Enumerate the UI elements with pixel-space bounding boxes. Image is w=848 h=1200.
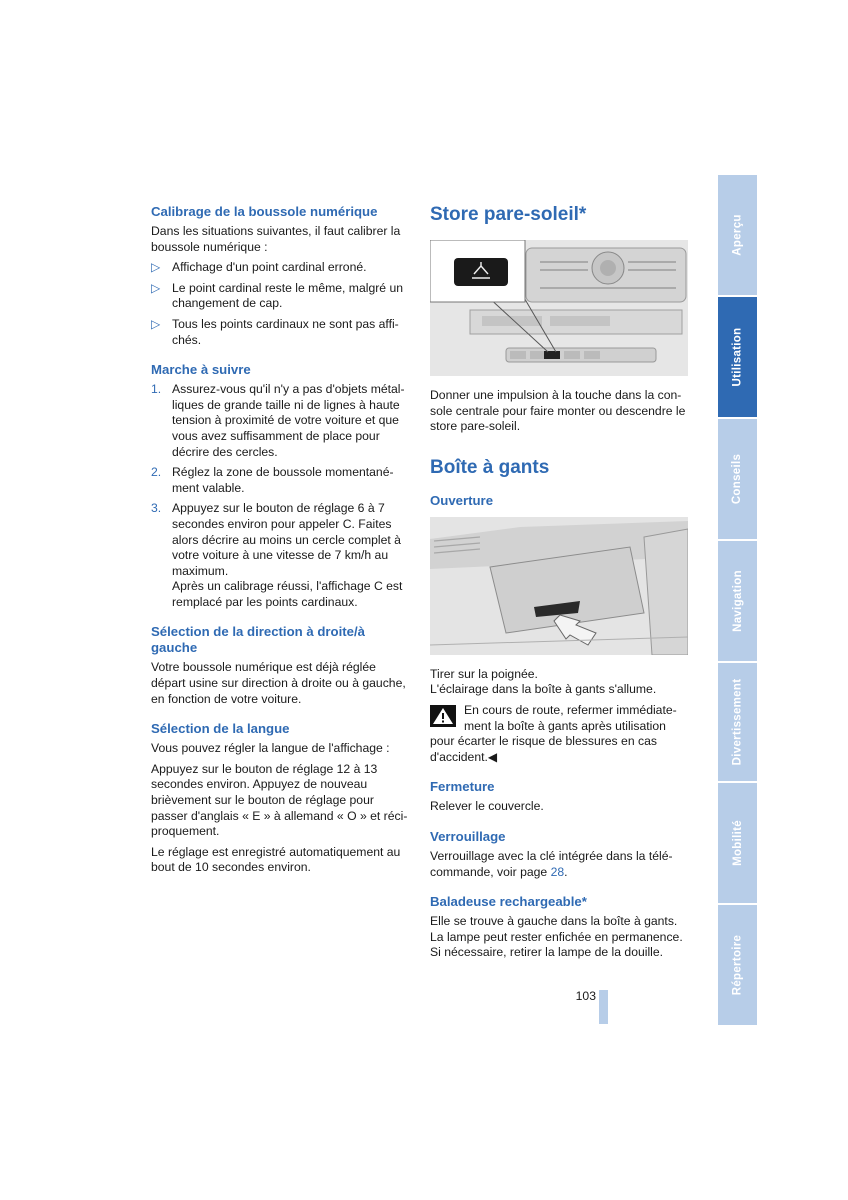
tab-repertoire[interactable]: Répertoire [718, 905, 757, 1025]
steps-list [151, 382, 409, 610]
page-link[interactable]: 28 [550, 864, 565, 879]
right-column [430, 204, 688, 966]
locking-text: Verrouillage avec la clé intégrée dans la télécommande, voir page 28. [430, 848, 673, 879]
glovebox-heading: Boîte à gants [430, 456, 550, 478]
language-text-2: Appuyez sur le bouton de réglage 12 à 13 secondes environ. Appuyez de nouveau brièvement sur le bouton de réglage pour passer d'anglais « E » à allemand « O » et réciproquement. [151, 761, 408, 839]
section-tabs [718, 175, 757, 1025]
sunshade-button-photo [430, 240, 688, 376]
calib-heading: Calibrage de la boussole numérique [151, 204, 378, 219]
triangle-bullet-icon: ▷ [151, 316, 161, 331]
language-text-3: Le réglage est enregistré automatiquement au bout de 10 secondes environ. [151, 844, 401, 875]
triangle-bullet-icon: ▷ [151, 280, 161, 295]
opening-text-1: Tirer sur la poignée. [430, 666, 538, 681]
list-item: 2. Réglez la zone de boussole momentanément valable. [151, 465, 394, 495]
end-mark-icon: ◀ [487, 749, 498, 764]
list-item: ▷ Tous les points cardinaux ne sont pas affichés. [151, 316, 399, 347]
tab-mobilite[interactable]: Mobilité [718, 783, 757, 903]
store-heading: Store pare-soleil* [430, 204, 587, 225]
direction-heading: Sélection de la direction à droite/à gauche [151, 624, 365, 656]
store-text: Donner une impulsion à la touche dans la console centrale pour faire monter ou descendre le store pare-soleil. [430, 388, 686, 434]
lamp-text: Elle se trouve à gauche dans la boîte à gants. La lampe peut rester enfichée en permanence. Si nécessaire, retirer la lampe de la douille. [430, 914, 683, 960]
calib-intro: Dans les situations suivantes, il faut calibrer la boussole numérique : [151, 224, 401, 254]
closing-heading: Fermeture [430, 779, 495, 795]
opening-text-2: L'éclairage dans la boîte à gants s'allume. [430, 682, 657, 697]
tab-conseils[interactable]: Conseils [718, 419, 757, 539]
glovebox-illustration [430, 517, 688, 655]
opening-heading: Ouverture [430, 492, 494, 508]
left-column [151, 204, 409, 881]
console-illustration [430, 240, 688, 376]
page-number: 103 [575, 989, 596, 1003]
locking-heading: Verrouillage [430, 828, 506, 844]
steps-heading: Marche à suivre [151, 362, 251, 378]
direction-text: Votre boussole numérique est déjà réglée départ usine sur direction à droite ou à gauche, en fonction de votre voiture. [151, 660, 406, 706]
list-item: ▷ Affichage d'un point cardinal erroné. [151, 260, 367, 275]
list-item: 1. Assurez-vous qu'il n'y a pas d'objets métalliques de grande taille ni de lignes à haute tension à proximité de votre voiture et que vous avez suffisamment de place pour décrire des cercles. [151, 382, 405, 459]
language-heading: Sélection de la langue [151, 721, 290, 737]
lamp-heading: Baladeuse rechargeable* [430, 894, 587, 910]
list-item: 3. Appuyez sur le bouton de réglage 6 à 7 secondes environ pour appeler C. Faites alors décrire au moins un cercle complet à votre voiture à une vitesse de 7 km/h au maximum. Après un calibrage réussi, l'affichage C est remplacé par les points cardinaux. [151, 501, 403, 609]
tab-utilisation[interactable]: Utilisation [718, 297, 757, 417]
warning-text: En cours de route, refermer immédiatement la boîte à gants après utilisation pour écarter le risque de blessures en cas d'accident. [430, 702, 677, 764]
tab-divertissement[interactable]: Divertissement [718, 663, 757, 781]
warning-triangle-icon [430, 705, 456, 727]
closing-text: Relever le couvercle. [430, 799, 544, 814]
calib-list [151, 260, 409, 348]
glovebox-photo [430, 517, 688, 655]
triangle-bullet-icon: ▷ [151, 260, 161, 275]
tab-apercu[interactable]: Aperçu [718, 175, 757, 295]
tab-navigation[interactable]: Navigation [718, 541, 757, 661]
language-text-1: Vous pouvez régler la langue de l'affichage : [151, 741, 390, 756]
page-number-bar [599, 990, 608, 1024]
warning-note [430, 703, 688, 765]
list-item: ▷ Le point cardinal reste le même, malgré un changement de cap. [151, 280, 404, 311]
